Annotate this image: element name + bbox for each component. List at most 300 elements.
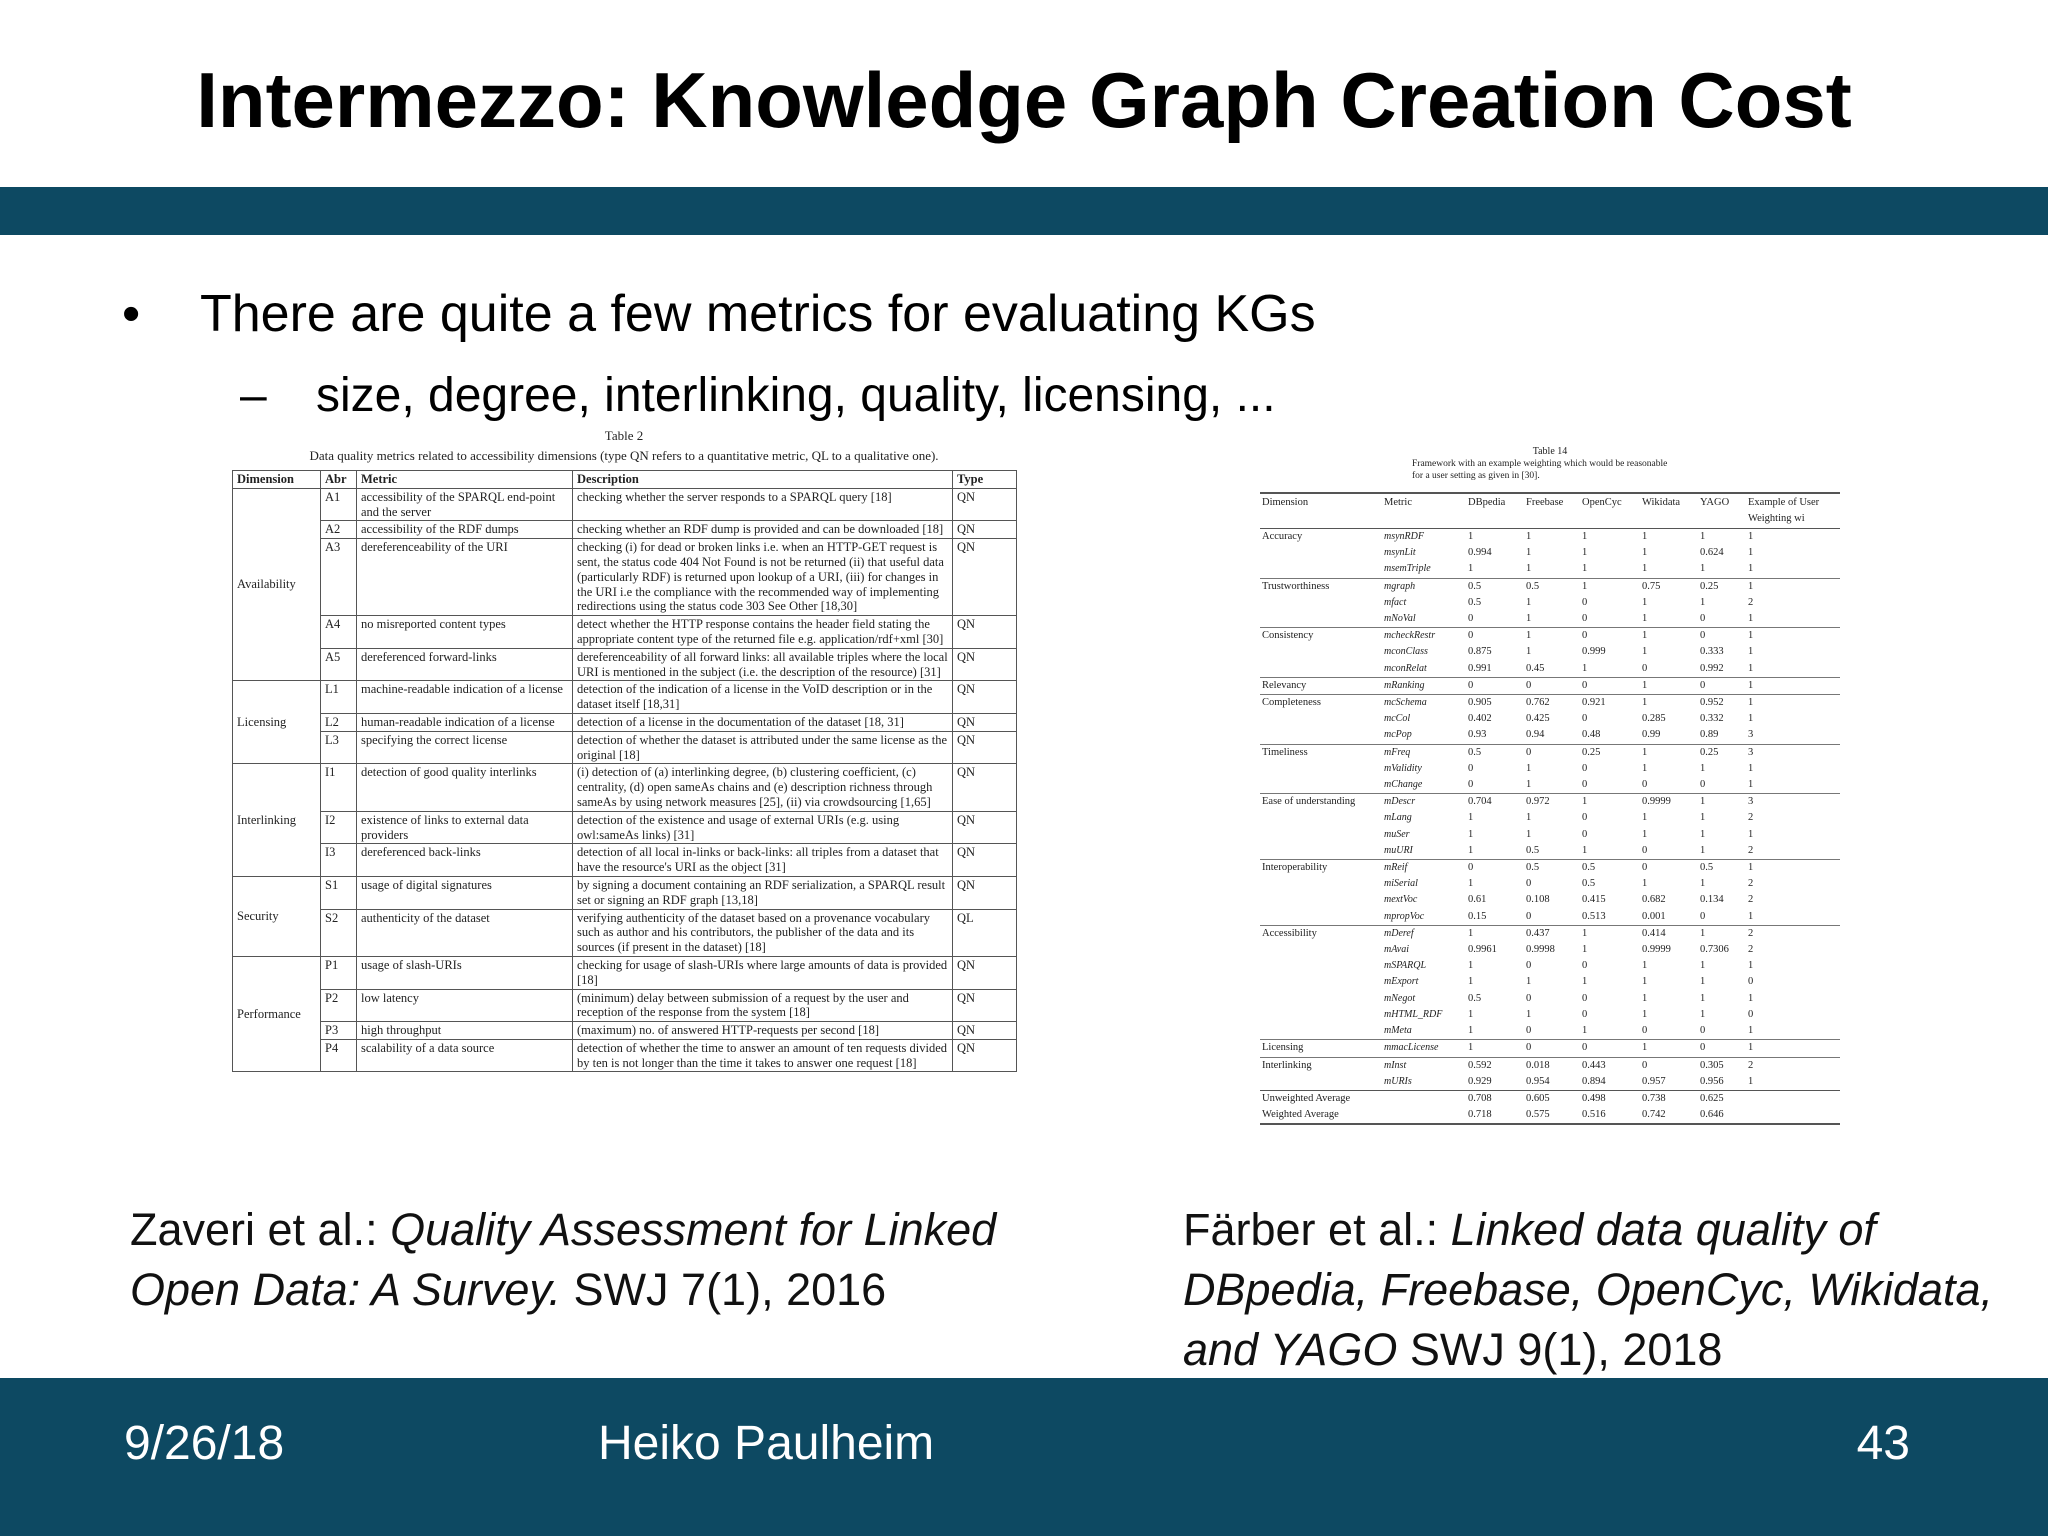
table-14-value-cell: 1 [1748,1025,1754,1037]
table-14-value-cell: 0.992 [1700,662,1724,674]
table-14-value-cell: 1 [1746,1040,1840,1057]
table-2-caption: Data quality metrics related to accessibility dimensions (type QN refers to a quantitative metric, QL to a qualitative one). [309,448,939,463]
table-2-row [233,844,1017,877]
table-2-description-cell: checking whether the server responds to a SPARQL query [18] [573,488,953,521]
table-14-value-cell: 1 [1466,1040,1524,1057]
table-14-value-cell: 0.929 [1468,1075,1492,1087]
table-14-value-cell: 0 [1700,910,1706,922]
table-14-value-cell: 1 [1582,944,1588,956]
table-14-value-cell: 0 [1466,677,1524,694]
table-2-header-cell: Metric [357,471,573,489]
table-14-value-cell: 0.624 [1700,547,1724,559]
table-2-metric-cell: dereferenceability of the URI [357,539,573,616]
table-14-row [1260,991,1840,1007]
table-14-average-value: 0.516 [1580,1107,1640,1124]
table-14-dimension-cell [1260,644,1382,660]
table-14-average-value: 0.742 [1640,1107,1698,1124]
table-2 [232,470,1017,1072]
table-14-value-cell: 0 [1466,628,1524,645]
table-14-metric-cell: mReif [1382,860,1466,877]
table-14-value-cell: 1 [1700,1008,1706,1020]
table-2-abr-cell: I1 [321,764,357,811]
table-14-dimension-cell: Interoperability [1260,860,1382,877]
table-14-value-cell: 1 [1698,529,1746,546]
table-14-value-cell: 0.75 [1640,578,1698,595]
table-2-dimension-cell: Availability [233,488,321,681]
table-14-value-cell: 0 [1748,976,1754,988]
table-14-row [1260,1074,1840,1091]
table-14-metric-cell: mHTML_RDF [1384,1008,1443,1020]
table-2-abr-cell: L2 [321,713,357,731]
table-2-header-cell: Type [953,471,1017,489]
table-14-value-cell: 0.9961 [1468,944,1497,956]
table-14-average-value: 0.498 [1580,1090,1640,1107]
table-14-value-cell: 1 [1748,992,1754,1004]
table-2-metric-cell: accessibility of the RDF dumps [357,521,573,539]
table-14-value-cell: 0 [1580,628,1640,645]
table-14-value-cell: 0 [1640,1057,1698,1074]
table-14-value-cell: 0 [1526,960,1532,972]
table-14-value-cell: 1 [1642,960,1648,972]
table-14-row [1260,942,1840,958]
table-14-metric-cell: mMeta [1384,1025,1412,1037]
table-14-dimension-cell: Consistency [1260,628,1382,645]
table-14-metric-cell: mSPARQL [1384,960,1427,972]
table-14-value-cell: 0.5 [1466,744,1524,761]
table-2-description-cell: dereferenceability of all forward links: all available triples where the local URI is mentioned in the subject (i.e. the description of the resource) [31] [573,648,953,681]
table-14-row [1260,661,1840,678]
table-14-average-value: 0.718 [1466,1107,1524,1124]
table-14-row [1260,628,1840,645]
table-14-value-cell: 1 [1642,878,1648,890]
table-2-row [233,713,1017,731]
table-14-value-cell: 1 [1468,976,1474,988]
table-14-value-cell: 1 [1526,976,1532,988]
table-2-type-cell: QN [953,713,1017,731]
table-14-caption: Framework with an example weighting which would be reasonable for a user setting as given in [30]. [1412,459,1668,481]
table-2-type-cell: QN [953,1022,1017,1040]
table-14-value-cell: 0 [1526,1025,1532,1037]
table-14-dimension-cell [1260,611,1382,628]
table-14-row [1260,744,1840,761]
table-14-value-cell: 0.437 [1524,925,1580,942]
table-14-value-cell: 0.402 [1468,713,1492,725]
table-14-value-cell: 1 [1700,878,1706,890]
table-14-row [1260,958,1840,974]
table-14-metric-cell: msynLit [1384,547,1416,559]
table-14-metric-cell: mNoVal [1384,613,1416,625]
table-14-metric-cell: mcheckRestr [1382,628,1466,645]
table-14-value-cell: 1 [1468,828,1474,840]
bullet-point [122,283,1316,345]
table-14-value-cell: 0.994 [1468,547,1492,559]
table-2-abr-cell: A4 [321,616,357,649]
table-14-row [1260,892,1840,908]
table-14-metric-cell: mRanking [1382,677,1466,694]
table-14-value-cell: 0 [1582,713,1588,725]
table-14-metric-cell: muSer [1384,828,1410,840]
table-2-row [233,764,1017,811]
table-14-value-cell: 0.61 [1468,894,1487,906]
table-2-abr-cell: L3 [321,731,357,764]
table-14-value-cell: 0.25 [1580,744,1640,761]
table-2-type-cell: QN [953,648,1017,681]
table-14-value-cell: 1 [1582,844,1588,856]
table-14-value-cell: 0 [1700,1025,1706,1037]
table-2-type-cell: QN [953,1039,1017,1072]
table-14-value-cell: 1 [1468,844,1474,856]
table-14-label: Table 14 [1532,446,1568,457]
table-2-type-cell: QN [953,731,1017,764]
table-14-value-cell: 0.905 [1466,695,1524,712]
table-14-average-weight [1746,1107,1840,1124]
table-14-value-cell: 0.9999 [1640,794,1698,811]
table-14-value-cell: 1 [1642,992,1648,1004]
table-14-average-row [1260,1107,1840,1124]
table-14-metric-cell: mpropVoc [1384,910,1425,922]
table-14-value-cell: 0 [1582,828,1588,840]
table-14-dimension-cell [1260,991,1382,1007]
table-14-value-cell: 0.108 [1526,894,1550,906]
table-14-metric-cell: mcCol [1384,713,1411,725]
table-2-abr-cell: S2 [321,909,357,956]
table-2-abr-cell: A1 [321,488,357,521]
table-14-value-cell: 1 [1526,828,1532,840]
table-14-value-cell: 0 [1582,1008,1588,1020]
table-2-row [233,616,1017,649]
table-2-metric-cell: scalability of a data source [357,1039,573,1072]
table-14-header-cell: Dimension [1260,493,1382,529]
table-14-value-cell: 0.285 [1642,713,1666,725]
table-14-value-cell: 0 [1582,960,1588,972]
table-14-value-cell: 0.894 [1582,1075,1606,1087]
table-2-row [233,989,1017,1022]
table-2-dimension-cell: Performance [233,956,321,1072]
table-14-value-cell: 0.001 [1642,910,1666,922]
table-14-value-cell: 1 [1748,613,1754,625]
table-14-value-cell: 1 [1700,960,1706,972]
table-14-row [1260,1057,1840,1074]
table-14-value-cell: 0.5 [1698,860,1746,877]
table-14-value-cell: 1 [1700,992,1706,1004]
table-14-body [1260,529,1840,1125]
table-14-value-cell: 1 [1468,1025,1474,1037]
table-14-average-value: 0.646 [1698,1107,1746,1124]
table-14-row [1260,727,1840,744]
table-14-value-cell: 2 [1748,596,1754,608]
table-14-value-cell: 0.954 [1526,1075,1550,1087]
table-14-value-cell: 1 [1526,779,1532,791]
table-14-metric-cell: miSerial [1384,878,1418,890]
table-14-value-cell: 0.414 [1640,925,1698,942]
table-2-metric-cell: low latency [357,989,573,1022]
table-14-value-cell: 1 [1582,563,1588,575]
table-14-value-cell: 1 [1642,812,1648,824]
table-2-description-cell: checking (i) for dead or broken links i.e. when an HTTP-GET request is sent, the status code 404 Not Found is not be returned (ii) that useful data (particularly RDF) is returned upon lookup of a URI, (iii) for changes in the URI i.e the compliance with the recommended way of implementing redirections using the status code 303 See Other [18,30] [573,539,953,616]
table-14-value-cell: 1 [1642,563,1648,575]
table-14-average-value: 0.738 [1640,1090,1698,1107]
table-14-value-cell: 0.94 [1526,729,1545,741]
table-14-average-label: Weighted Average [1260,1107,1466,1124]
table-14-value-cell: 0 [1468,762,1474,774]
table-2-metric-cell: specifying the correct license [357,731,573,764]
table-2-metric-cell: authenticity of the dataset [357,909,573,956]
table-2-metric-cell: detection of good quality interlinks [357,764,573,811]
table-2-description-cell: detect whether the HTTP response contains the header field stating the appropriate content type of the returned file e.g. application/rdf+xml [30] [573,616,953,649]
table-14-dimension-cell [1260,876,1382,892]
table-14-value-cell: 0.5 [1468,992,1482,1004]
table-14-metric-cell: mcSchema [1382,695,1466,712]
table-14-value-cell: 1 [1580,578,1640,595]
table-14-value-cell: 0.704 [1466,794,1524,811]
table-14-dimension-cell [1260,661,1382,678]
table-14-value-cell: 1 [1748,828,1754,840]
citation-right-title: Linked data quality of DBpedia, Freebase, OpenCyc, Wikidata, and YAGO [1183,1204,1993,1375]
table-14-value-cell: 2 [1748,878,1754,890]
table-14-value-cell: 1 [1642,1008,1648,1020]
table-14-value-cell: 0.875 [1468,646,1492,658]
table-14-metric-cell: mDescr [1382,794,1466,811]
table-14-dimension-cell [1260,777,1382,794]
table-14-dimension-cell: Accessibility [1260,925,1382,942]
table-14-value-cell: 2 [1748,812,1754,824]
table-14-value-cell: 0 [1698,677,1746,694]
table-2-abr-cell: P1 [321,956,357,989]
table-14-average-value: 0.605 [1524,1090,1580,1107]
table-14-value-cell: 1 [1746,578,1840,595]
table-2-abr-cell: A3 [321,539,357,616]
table-2-type-cell: QN [953,844,1017,877]
table-2-row [233,539,1017,616]
table-14-header-cell: Example of User Weighting wi [1746,493,1840,529]
citation-left-venue: SWJ 7(1), 2016 [561,1264,887,1315]
table-14-row [1260,561,1840,578]
table-14-dimension-cell [1260,909,1382,926]
table-2-header-row [233,471,1017,489]
table-2-description-cell: detection of whether the dataset is attributed under the same license as the original [18] [573,731,953,764]
table-14-dimension-cell [1260,545,1382,561]
table-14-row [1260,777,1840,794]
table-14-value-cell: 1 [1526,563,1532,575]
table-14-dimension-cell: Ease of understanding [1260,794,1382,811]
table-14-dimension-cell [1260,942,1382,958]
table-14-value-cell: 0 [1580,1040,1640,1057]
slide-title: Intermezzo: Knowledge Graph Creation Cost [196,56,1852,144]
table-14-row [1260,761,1840,777]
table-14-value-cell: 1 [1700,828,1706,840]
table-14-row [1260,843,1840,860]
table-14-value-cell: 0.48 [1582,729,1601,741]
table-14-dimension-cell [1260,974,1382,990]
table-14 [1260,492,1840,1125]
table-2-description-cell: checking whether an RDF dump is provided and can be downloaded [18] [573,521,953,539]
table-2-type-cell: QN [953,989,1017,1022]
table-14-value-cell: 0 [1582,992,1588,1004]
table-14-value-cell: 1 [1748,563,1754,575]
table-2-row [233,956,1017,989]
table-14-value-cell: 0.332 [1700,713,1724,725]
table-14-value-cell: 1 [1468,878,1474,890]
table-14-value-cell: 0.5 [1580,860,1640,877]
table-14-metric-cell: mInst [1382,1057,1466,1074]
table-14-row [1260,827,1840,843]
table-14-value-cell: 1 [1748,662,1754,674]
table-14-value-cell: 0.762 [1524,695,1580,712]
table-14-dimension-cell [1260,761,1382,777]
table-14-value-cell: 0.5 [1524,578,1580,595]
table-14-value-cell: 0.592 [1466,1057,1524,1074]
table-14-row [1260,925,1840,942]
table-14-metric-cell: msemTriple [1384,563,1431,575]
table-14-metric-cell: mfact [1384,596,1407,608]
table-2-description-cell: (maximum) no. of answered HTTP-requests per second [18] [573,1022,953,1040]
table-14-value-cell: 0.89 [1700,729,1719,741]
sub-bullet-point [240,368,1276,424]
table-14-dimension-cell [1260,1007,1382,1023]
table-14-image [1260,445,1840,1125]
table-14-value-cell: 0.7306 [1700,944,1729,956]
table-2-row [233,488,1017,521]
table-14-value-cell: 1 [1748,779,1754,791]
table-14-value-cell: 0.5 [1526,844,1540,856]
table-14-value-cell: 1 [1580,529,1640,546]
table-2-metric-cell: machine-readable indication of a license [357,681,573,714]
table-14-value-cell: 0.957 [1642,1075,1666,1087]
table-14-value-cell: 0.9999 [1642,944,1671,956]
table-14-value-cell: 1 [1748,646,1754,658]
table-14-value-cell: 0 [1642,844,1648,856]
table-14-metric-cell: mAvai [1384,944,1409,956]
table-14-value-cell: 1 [1580,925,1640,942]
table-14-value-cell: 1 [1698,794,1746,811]
table-2-type-cell: QN [953,876,1017,909]
table-2-type-cell: QN [953,956,1017,989]
table-14-value-cell: 0.93 [1468,729,1487,741]
table-14-value-cell: 0.425 [1526,713,1550,725]
table-14-row [1260,810,1840,826]
table-2-abr-cell: S1 [321,876,357,909]
table-14-value-cell: 0 [1524,744,1580,761]
table-14-metric-cell: mChange [1384,779,1423,791]
table-2-row [233,521,1017,539]
table-14-value-cell: 3 [1748,729,1754,741]
table-14-value-cell: 1 [1746,628,1840,645]
table-14-value-cell: 1 [1746,695,1840,712]
table-14-dimension-cell [1260,711,1382,727]
table-14-value-cell: 0.999 [1582,646,1606,658]
table-14-value-cell: 1 [1698,925,1746,942]
table-14-value-cell: 1 [1642,547,1648,559]
table-14-dimension-cell [1260,595,1382,611]
table-14-value-cell: 1 [1582,976,1588,988]
table-2-abr-cell: P3 [321,1022,357,1040]
table-14-value-cell: 1 [1526,1008,1532,1020]
footer-author: Heiko Paulheim [598,1417,935,1470]
table-14-value-cell: 2 [1748,844,1754,856]
table-14-value-cell: 1 [1468,1008,1474,1020]
table-2-description-cell: detection of whether the time to answer an amount of ten requests divided by ten is not longer than the time it takes to answer one request [18] [573,1039,953,1072]
table-14-average-value: 0.575 [1524,1107,1580,1124]
table-14-value-cell: 0 [1526,910,1532,922]
table-2-type-cell: QN [953,539,1017,616]
table-14-value-cell: 1 [1748,762,1754,774]
table-14-value-cell: 0.921 [1580,695,1640,712]
table-14-value-cell: 0 [1640,860,1698,877]
table-14-value-cell: 0.991 [1468,662,1492,674]
table-14-value-cell: 1 [1642,613,1648,625]
table-14-metric-cell: mmacLicense [1382,1040,1466,1057]
table-2-abr-cell: L1 [321,681,357,714]
table-14-dimension-cell [1260,810,1382,826]
table-14-value-cell: 1 [1526,762,1532,774]
table-14-value-cell: 1 [1642,646,1648,658]
table-14-metric-cell: mURIs [1384,1075,1412,1087]
table-14-value-cell: 1 [1748,1075,1754,1087]
table-14-average-value: 0.708 [1466,1090,1524,1107]
page-number: 43 [1856,1417,1910,1470]
table-14-value-cell: 1 [1582,662,1588,674]
table-2-metric-cell: existence of links to external data providers [357,811,573,844]
table-2-row [233,1022,1017,1040]
table-14-value-cell: 0 [1582,779,1588,791]
table-2-description-cell: by signing a document containing an RDF serialization, a SPARQL result set or signing an RDF graph [13,18] [573,876,953,909]
table-14-row [1260,1007,1840,1023]
citation-right-venue: SWJ 9(1), 2018 [1397,1324,1723,1375]
table-2-type-cell: QN [953,764,1017,811]
table-14-metric-cell: mExport [1384,976,1419,988]
table-14-metric-cell: mconRelat [1384,662,1427,674]
table-14-value-cell: 1 [1468,960,1474,972]
table-2-metric-cell: usage of slash-URIs [357,956,573,989]
table-2-description-cell: detection of all local in-links or back-links: all triples from a dataset that have the resource's URI as the object [31] [573,844,953,877]
citation-left-title: Quality Assessment for Linked Open Data: A Survey. [130,1204,997,1315]
table-14-value-cell: 1 [1466,529,1524,546]
table-14-value-cell: 0 [1466,860,1524,877]
table-14-value-cell: 0.9998 [1526,944,1555,956]
table-14-dimension-cell: Interlinking [1260,1057,1382,1074]
table-14-dimension-cell: Relevancy [1260,677,1382,694]
table-2-row [233,1039,1017,1072]
table-14-value-cell: 0.25 [1698,578,1746,595]
table-2-abr-cell: A5 [321,648,357,681]
table-14-average-weight [1746,1090,1840,1107]
table-14-value-cell: 1 [1748,910,1754,922]
citation-left-authors: Zaveri et al.: [130,1204,391,1255]
table-14-dimension-cell [1260,892,1382,908]
table-2-metric-cell: dereferenced forward-links [357,648,573,681]
table-14-value-cell: 2 [1748,944,1754,956]
table-14-value-cell: 0.15 [1468,910,1487,922]
table-14-row [1260,677,1840,694]
table-2-type-cell: QN [953,521,1017,539]
table-2-dimension-cell: Licensing [233,681,321,764]
table-2-row [233,648,1017,681]
table-2-dimension-cell: Interlinking [233,764,321,877]
table-2-abr-cell: P4 [321,1039,357,1072]
header-bar [0,187,2048,235]
sub-bullet-text: size, degree, interlinking, quality, licensing, ... [316,369,1276,422]
table-2-row [233,731,1017,764]
table-2-header-cell: Dimension [233,471,321,489]
table-14-metric-cell: mValidity [1384,762,1422,774]
table-14-row [1260,711,1840,727]
table-14-value-cell: 1 [1582,547,1588,559]
table-14-value-cell: 1 [1526,812,1532,824]
table-2-body [233,488,1017,1072]
table-14-row [1260,1023,1840,1040]
table-14-dimension-cell [1260,561,1382,578]
table-14-row [1260,545,1840,561]
